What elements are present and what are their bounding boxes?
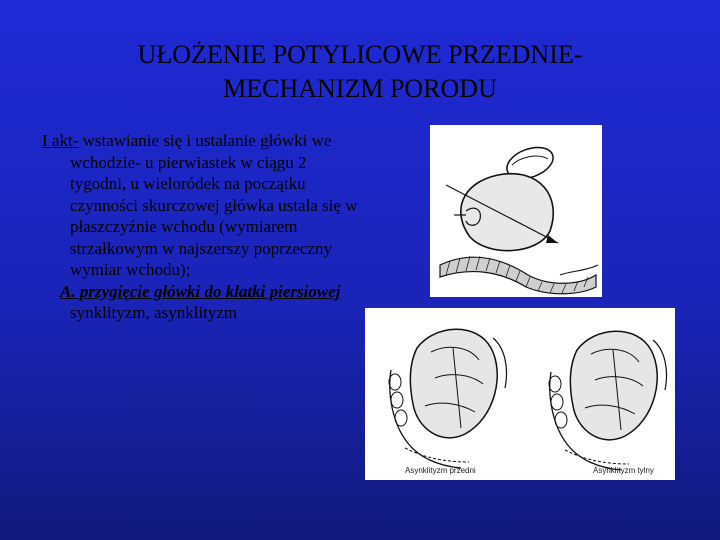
sub-point-text: synklityzm, asynklityzm [70, 303, 238, 322]
caption-anterior-asynclitism: Asynklityzm przedni [405, 466, 476, 475]
slide-title [40, 38, 680, 106]
paragraph-lead: I akt- [42, 131, 79, 150]
paragraph-text: wstawianie się i ustalanie główki we wchodzie- u pierwiastek w ciągu 2 tygodni, u wieloródek na początku czynności skurczowej główka ustala się w płaszczyźnie wchodu (wymiarem strzałkowym w najszerszy poprzeczny wymiar wchodu); [70, 131, 358, 279]
sub-point-title: A. przygięcie główki do klatki piersiowej [60, 281, 341, 301]
title-line-1: UŁOŻENIE POTYLICOWE PRZEDNIE- [137, 40, 583, 69]
title-line-2: MECHANIZM PORODU [223, 74, 497, 103]
paragraph-first-act [42, 130, 362, 281]
sub-point [42, 281, 362, 324]
caption-posterior-asynclitism: Asynklityzm tylny [593, 466, 654, 475]
body-text [42, 130, 362, 324]
illustration-head-inlet [430, 125, 602, 297]
illustration-asynclitism [365, 308, 675, 480]
asynclitism-diagram [365, 308, 675, 480]
inlet-diagram [430, 125, 602, 297]
